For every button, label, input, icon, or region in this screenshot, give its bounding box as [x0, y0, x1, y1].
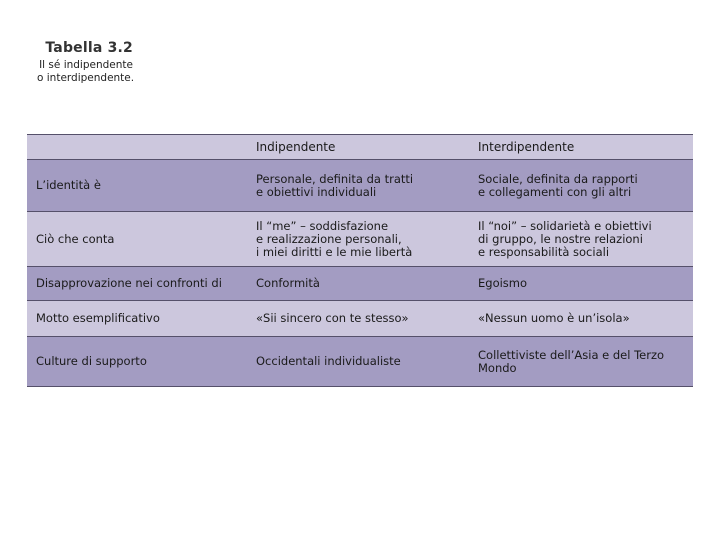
cell-indipendente — [248, 173, 470, 199]
cell-line: di gruppo, le nostre relazioni — [478, 231, 643, 246]
cell-indipendente — [248, 220, 470, 259]
cell-indipendente: Conformità — [256, 276, 320, 290]
table-row — [27, 212, 693, 267]
table-header-row — [27, 135, 693, 160]
cell-indipendente: «Sii sincero con te stesso» — [256, 311, 409, 325]
comparison-table — [27, 134, 693, 387]
caption-subtitle-line: Il sé indipendente — [39, 59, 133, 71]
cell-line: Sociale, definita da rapporti — [478, 171, 638, 186]
cell-line: Il “noi” – solidarietà e obiettivi — [478, 218, 652, 233]
cell-line: Mondo — [478, 360, 517, 375]
row-label: Culture di supporto — [36, 354, 147, 368]
cell-line: Collettiviste dell’Asia e del Terzo — [478, 347, 665, 362]
cell-interdipendente: Egoismo — [478, 276, 528, 290]
table-row — [27, 160, 693, 212]
table-row — [27, 267, 693, 301]
table-row — [27, 301, 693, 337]
cell-interdipendente — [470, 220, 693, 259]
row-label: Ciò che conta — [36, 231, 115, 246]
header-cell-indipendente: Indipendente — [256, 139, 336, 154]
header-cell-interdipendente: Interdipendente — [478, 139, 575, 154]
caption-subtitle-line: o interdipendente. — [37, 72, 135, 84]
row-label: Motto esemplificativo — [36, 311, 160, 325]
table-caption — [37, 40, 133, 85]
table-row — [27, 337, 693, 386]
cell-line: i miei diritti e le mie libertà — [256, 244, 413, 259]
cell-line: e collegamenti con gli altri — [478, 184, 632, 199]
cell-line: Il “me” – soddisfazione — [256, 218, 389, 233]
cell-line: e obiettivi individuali — [256, 184, 377, 199]
cell-line: Personale, definita da tratti — [256, 171, 414, 186]
cell-indipendente: Occidentali individualiste — [256, 354, 401, 368]
cell-line: e responsabilità sociali — [478, 244, 610, 259]
cell-interdipendente: «Nessun uomo è un’isola» — [478, 311, 630, 325]
cell-line: e realizzazione personali, — [256, 231, 402, 246]
caption-title: Tabella 3.2 — [45, 40, 133, 56]
row-label: L’identità è — [36, 178, 101, 192]
row-label: Disapprovazione nei confronti di — [36, 276, 222, 290]
cell-interdipendente — [470, 349, 693, 375]
cell-interdipendente — [470, 173, 693, 199]
caption-subtitle — [37, 59, 133, 85]
